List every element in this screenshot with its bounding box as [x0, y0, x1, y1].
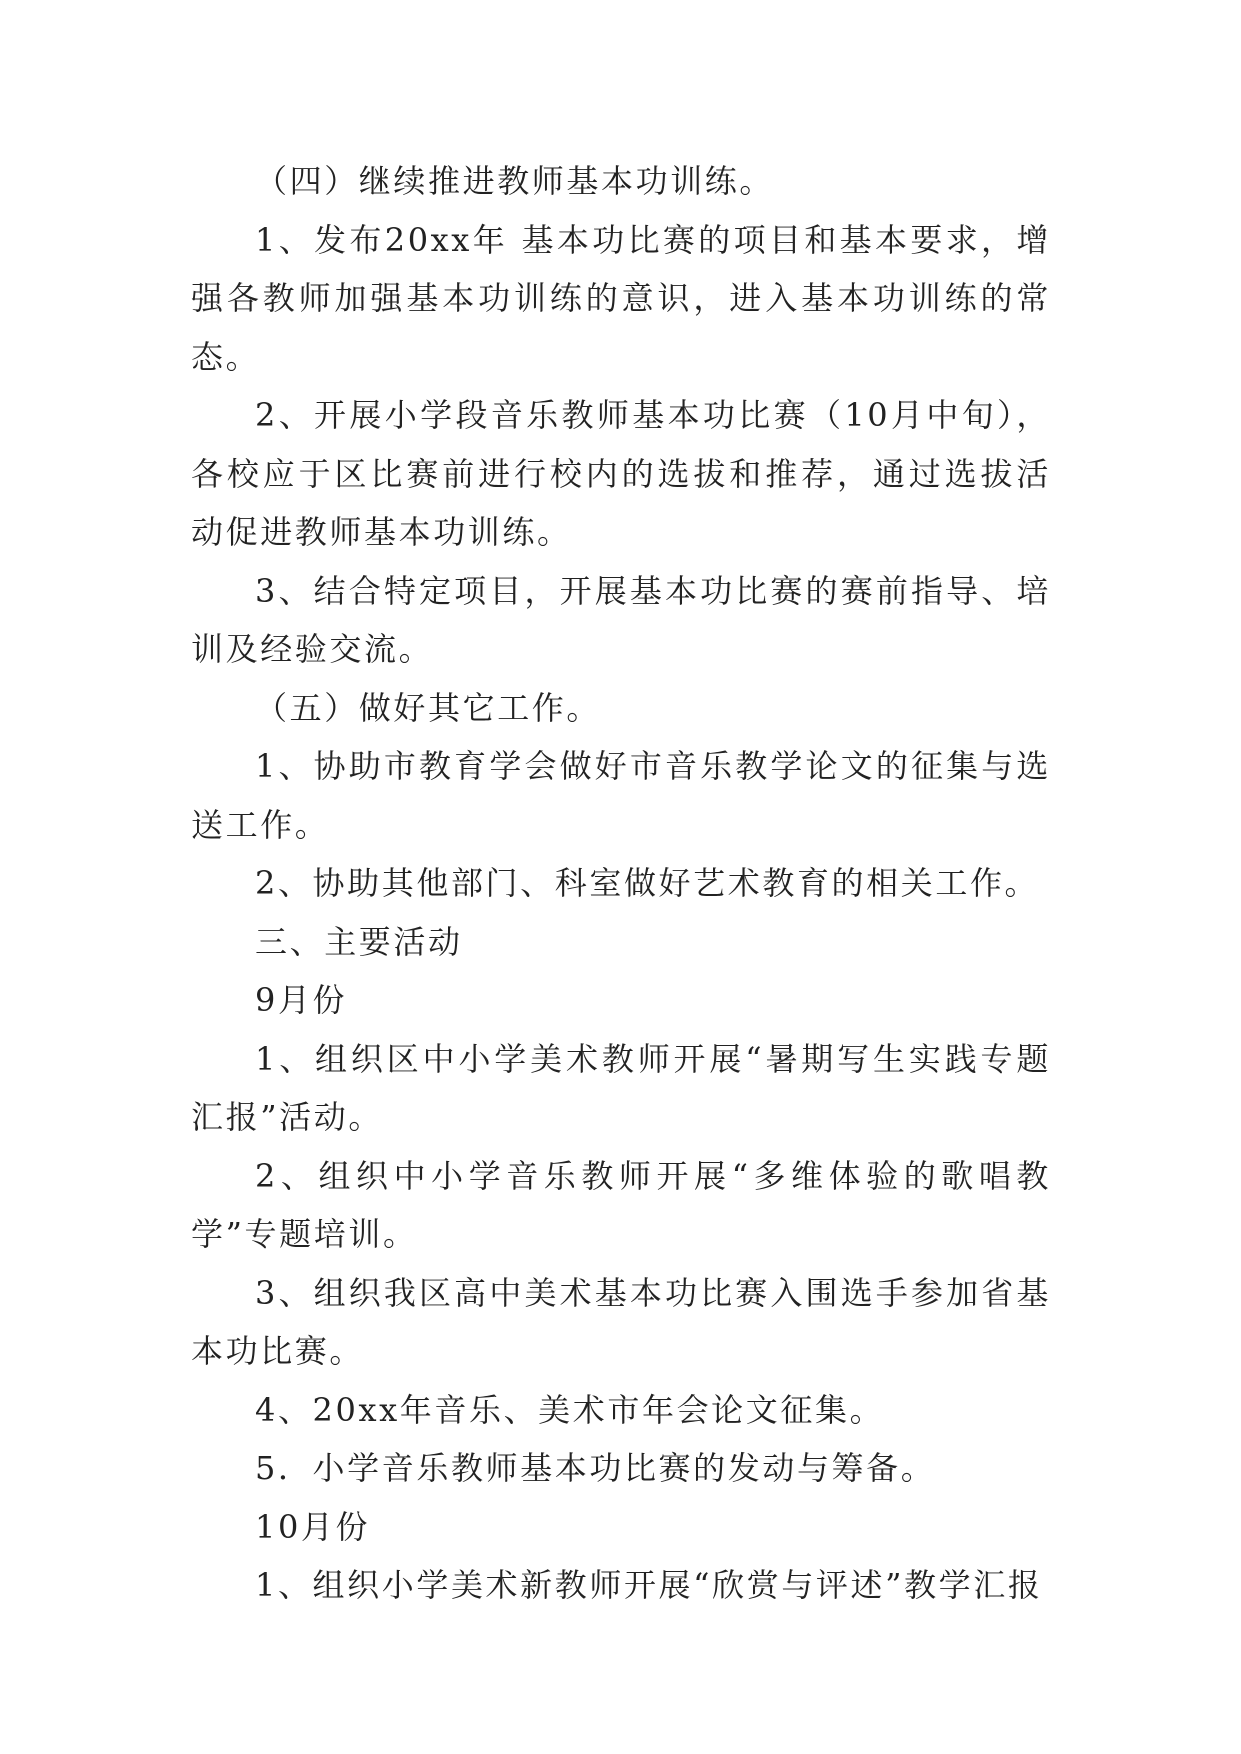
paragraph: 2、协助其他部门、科室做好艺术教育的相关工作。 — [255, 864, 1040, 902]
paragraph: 5．小学音乐教师基本功比赛的发动与筹备。 — [255, 1449, 936, 1487]
paragraph: 3、结合特定项目，开展基本功比赛的赛前指导、培训及经验交流。 — [191, 571, 1051, 668]
paragraph: 4、20xx年音乐、美术市年会论文征集。 — [255, 1390, 885, 1429]
section-heading-five: （五）做好其它工作。 — [255, 688, 602, 727]
paragraph: 2、开展小学段音乐教师基本功比赛（10月中旬），各校应于区比赛前进行校内的选拔和推荐，通过选拔活动促进教师基本功训练。 — [191, 396, 1051, 551]
document-body — [191, 152, 1051, 1615]
section-heading-main-activities: 三、主要活动 — [255, 922, 463, 961]
paragraph: 1、发布20xx年 基本功比赛的项目和基本要求，增强各教师加强基本功训练的意识，进入基本功训练的常态。 — [191, 220, 1051, 376]
paragraph: 3、组织我区高中美术基本功比赛入围选手参加省基本功比赛。 — [191, 1273, 1051, 1370]
paragraph: 1、组织小学美术新教师开展“欣赏与评述”教学汇报 — [255, 1566, 1043, 1604]
month-heading-september: 9月份 — [255, 981, 348, 1019]
paragraph: 1、协助市教育学会做好市音乐教学论文的征集与选送工作。 — [191, 747, 1051, 844]
paragraph: 2、组织中小学音乐教师开展“多维体验的歌唱教学”专题培训。 — [191, 1156, 1051, 1253]
section-heading-four: （四）继续推进教师基本功训练。 — [255, 162, 775, 200]
paragraph: 1、组织区中小学美术教师开展“暑期写生实践专题汇报”活动。 — [191, 1039, 1051, 1136]
month-heading-october: 10月份 — [255, 1507, 371, 1546]
